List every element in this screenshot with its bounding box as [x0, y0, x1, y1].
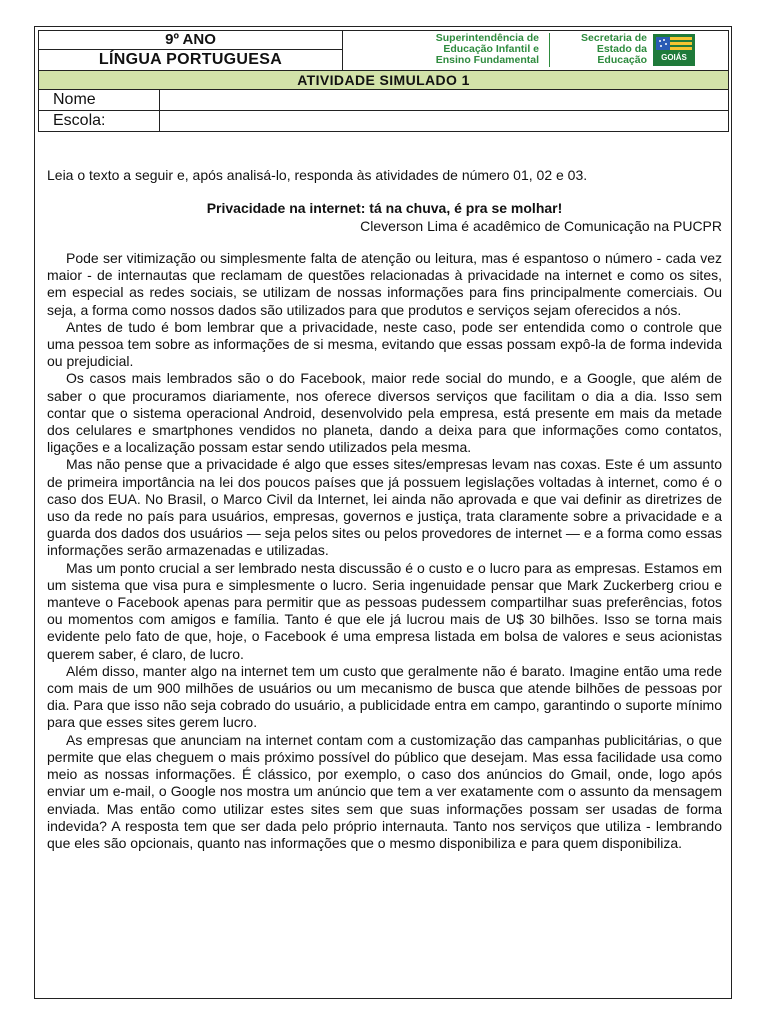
activity-title: ATIVIDADE SIMULADO 1 [39, 71, 729, 90]
article-title: Privacidade na internet: tá na chuva, é pra se molhar! [206, 200, 563, 216]
goias-wordmark: GOIÁS [661, 53, 687, 62]
secretaria-logo: Secretaria de Estado da Educação [581, 32, 648, 66]
superintendencia-logo: Superintendência de Educação Infantil e Ensino Fundamental [435, 32, 540, 66]
logo-divider [549, 33, 550, 67]
goias-flag-icon [653, 34, 695, 66]
paragraph: Os casos mais lembrados são o do Facebook, maior rede social do mundo, e a Google, que além de saber o que procuramos diariamente, nos oferece diversos serviços que facilitam o dia a dia. Isso sem contar que o sistema operacional Android, desenvolvido pela empresa, está presente em mais da metade dos celulares e smartphones vendidos no planeta, dando a deixa para que informações como contatos, ligações e a localização possam estar sendo utilizados pela mesma. [47, 370, 722, 456]
name-label: Nome [39, 90, 160, 111]
article-author: Cleverson Lima é acadêmico de Comunicação na PUCPR [360, 218, 722, 234]
paragraph: Além disso, manter algo na internet tem um custo que geralmente não é barato. Imagine então uma rede com mais de um 900 milhões de usuários ou um mecanismo de busca que atende bilhões de pessoas por dia. Para que isso não seja cobrado do usuário, a publicidade entra em campo, garantindo o suporte mínimo para que esses sites gerem lucro. [47, 662, 722, 731]
paragraph: Pode ser vitimização ou simplesmente falta de atenção ou leitura, mas é espantoso o número - cada vez maior - de internautas que reclamam de questões relacionadas à privacidade na internet e como os sites, em especial as redes sociais, se utilizam de nossas informações para fins principalmente comerciais. Ou seja, a forma como nossos dados são utilizados para que produtos e serviços sejam oferecidos a nós. [47, 250, 722, 318]
worksheet-page [34, 26, 732, 999]
subject-label: LÍNGUA PORTUGUESA [39, 50, 343, 71]
logo-area [343, 31, 729, 71]
paragraph: As empresas que anunciam na internet contam com a customização das campanhas publicitárias, o que permite que elas cheguem o mais próximo possível do público que desejam. Mas essa facilidade usa como meio as nossas informações. É clássico, por exemplo, o caso dos anúncios do Gmail, onde, logo após enviar um e-mail, o Google nos mostra um anúncio que tem a ver exatamente com o assunto da mensagem enviada. Mas então como utilizar estes sites sem que suas informações possam ser usadas de forma indevida? A resposta tem que ser dada pelo próprio internauta. Tanto nos serviços que utiliza - lembrando que eles são opcionais, quanto nas informações que o mesmo disponibiliza e para quem disponibiliza. [47, 731, 722, 851]
reading-text [47, 166, 722, 852]
paragraph: Mas não pense que a privacidade é algo que esses sites/empresas levam nas coxas. Este é um assunto de primeira importância na lei dos poucos países que já possuem legislações voltadas à internet, como é o caso dos EUA. No Brasil, o Marco Civil da Internet, lei ainda não aprovada e que vai definir as diretrizes de uso da rede no país para usuários, empresas, governos e justiça, trata claramente sobre a privacidade e a guarda dos dados dos usuários — seja pelos sites ou pelos provedores de internet — e a forma como essas informações serão armazenadas e utilizadas. [47, 456, 722, 559]
grade-label: 9º ANO [39, 31, 343, 50]
school-label: Escola: [39, 111, 160, 132]
name-field[interactable] [160, 90, 729, 111]
header-table [38, 30, 729, 132]
paragraph: Mas um ponto crucial a ser lembrado nesta discussão é o custo e o lucro para as empresas. Estamos em um sistema que visa pura e simplesmente o lucro. Seria ingenuidade pensar que Mark Zuckerberg criou e manteve o Facebook apenas para permitir que as pessoas pudessem compartilhar suas preferências, fotos ou momentos com amigos e família. Tanto é que ele já lucrou mais de U$ 30 bilhões. Isso se torna mais evidente pelo fato de que, hoje, o Facebook é uma empresa listada em bolsa de valores e seus acionistas querem saber, é claro, de lucro. [47, 559, 722, 662]
instructions: Leia o texto a seguir e, após analisá-lo, responda às atividades de número 01, 02 e 03. [47, 167, 588, 183]
paragraph: Antes de tudo é bom lembrar que a privacidade, neste caso, pode ser entendida como o controle que uma pessoa tem sobre as informações de si mesma, evitando que essas possam expô-la de forma indevida ou prejudicial. [47, 318, 722, 370]
school-field[interactable] [160, 111, 729, 132]
